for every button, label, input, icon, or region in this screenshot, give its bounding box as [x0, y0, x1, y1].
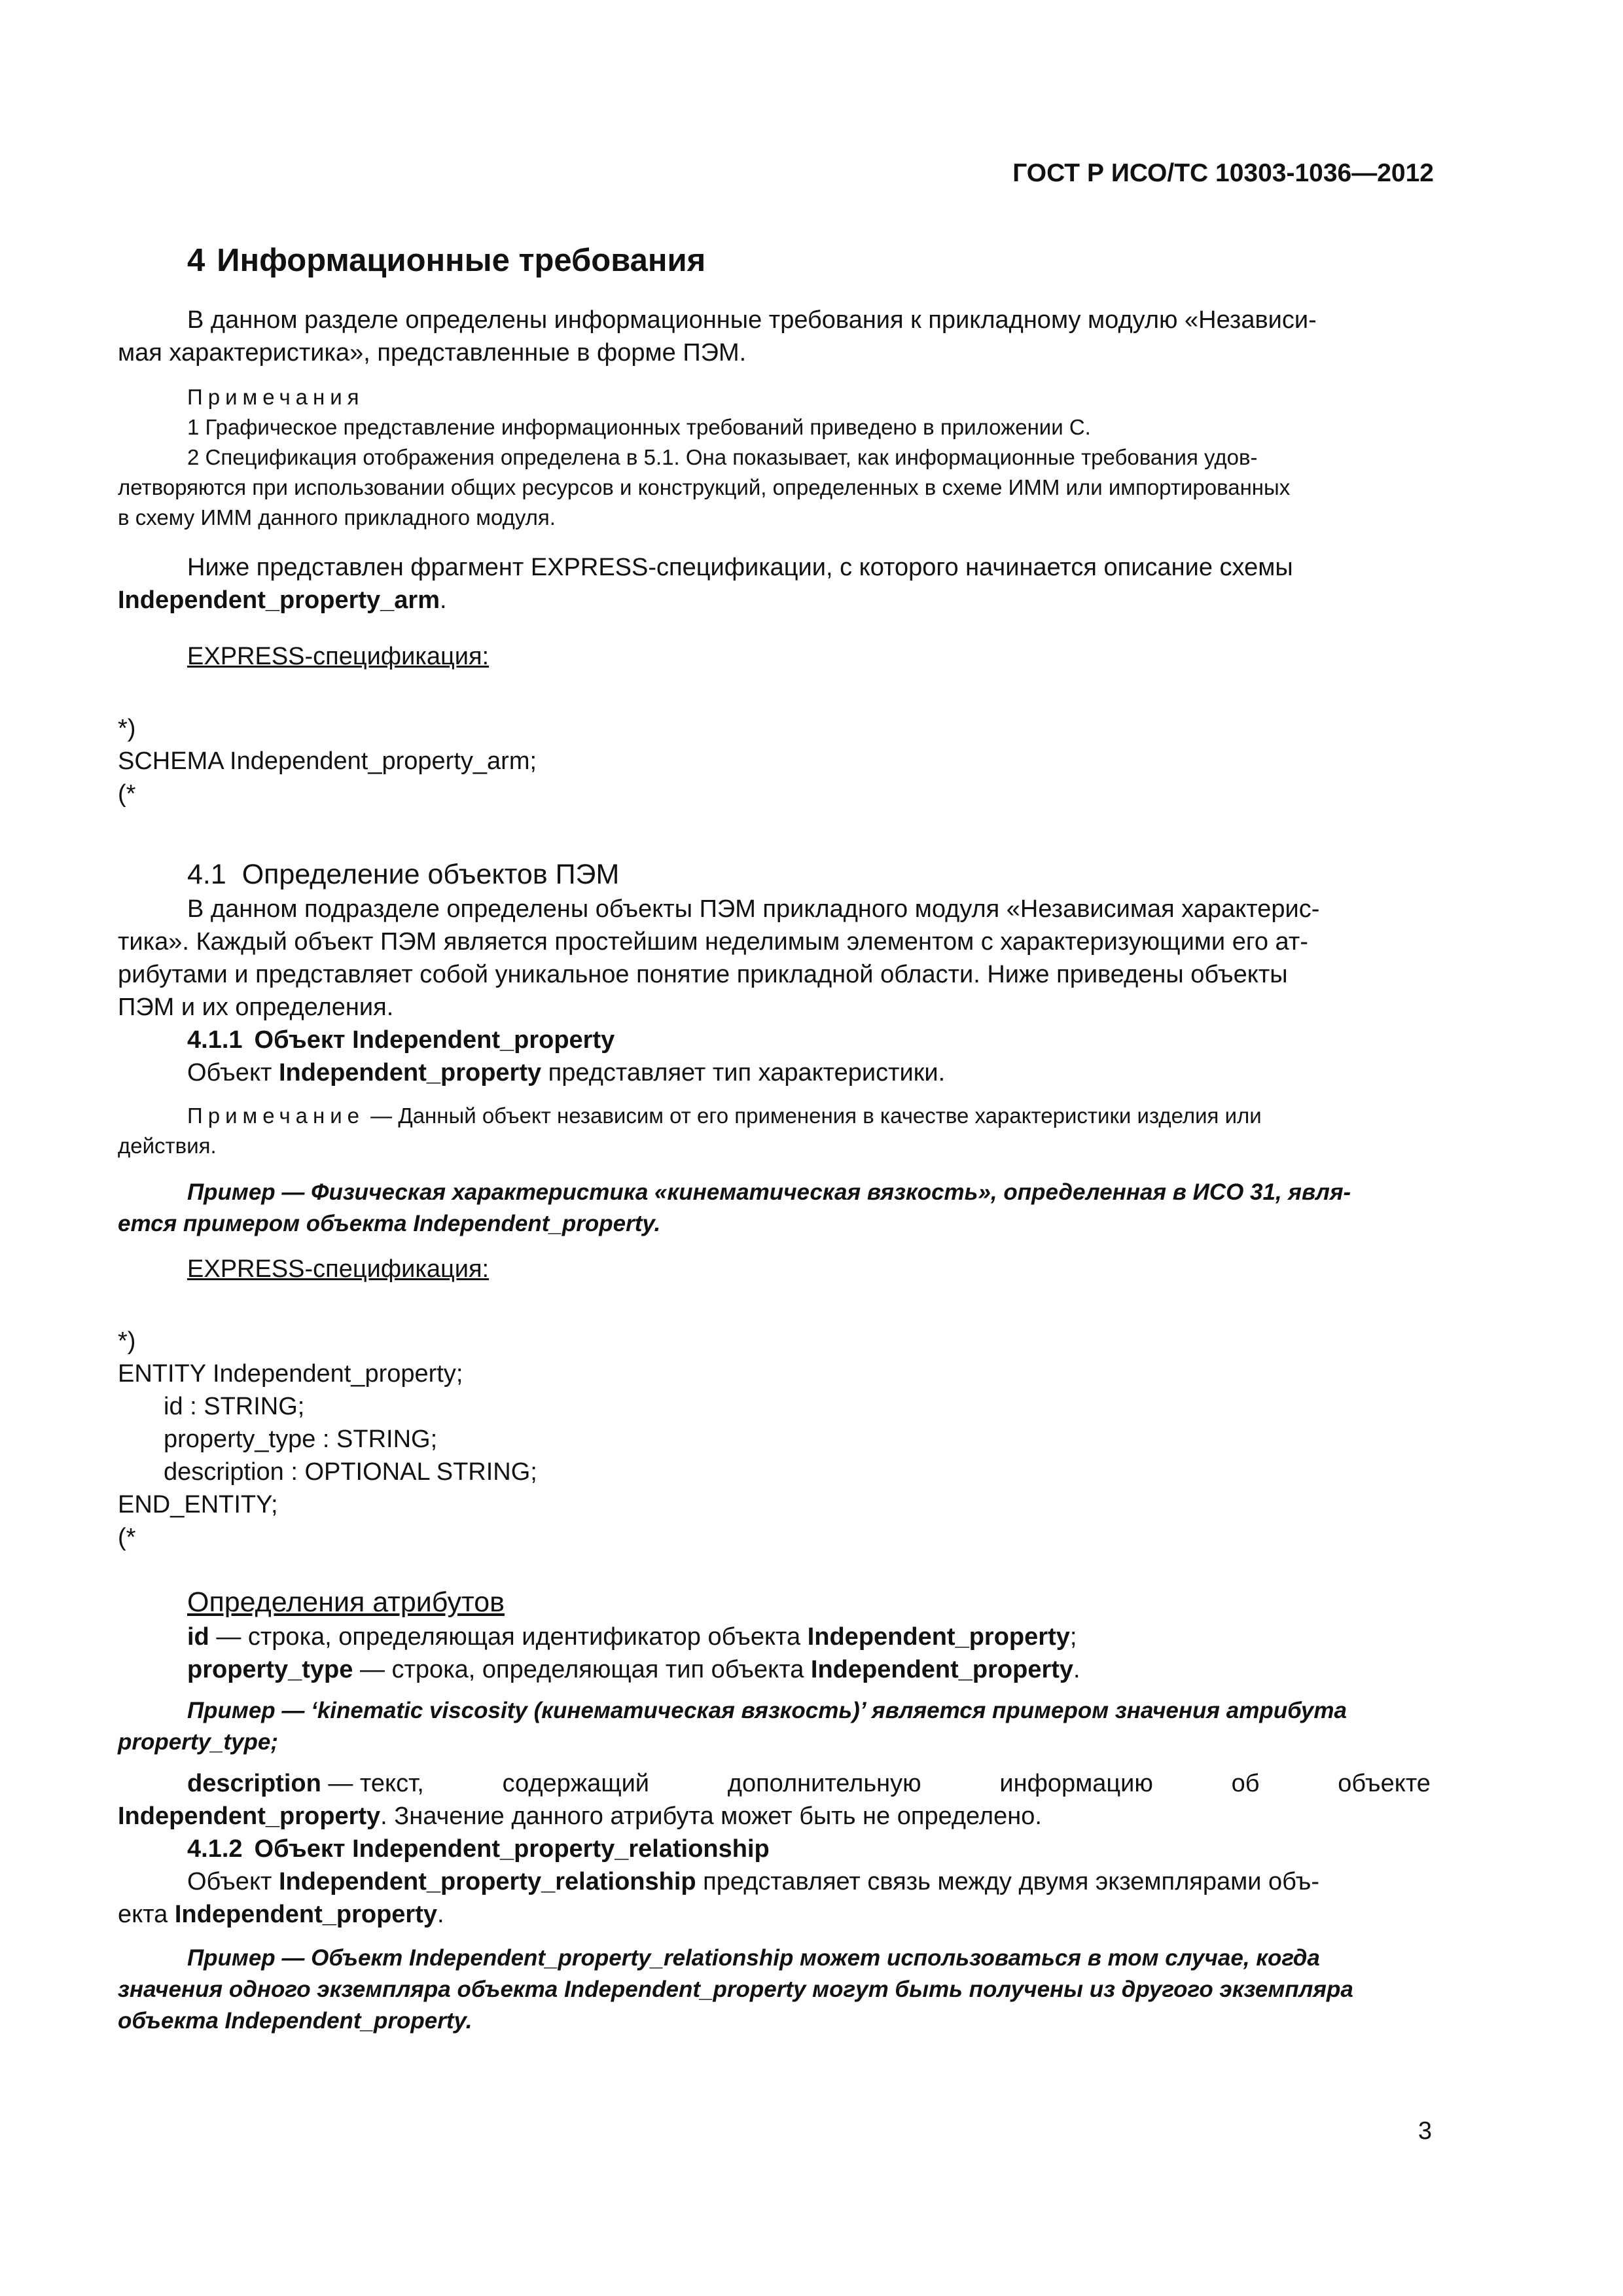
attribute-definitions-heading: Определения атрибутов	[187, 1587, 505, 1618]
section-number: 4.1	[187, 859, 226, 890]
section-4-1-para-line1: В данном подразделе определены объекты ПЭМ прикладного модуля «Независимая характерис-	[187, 895, 1320, 923]
section-4-intro-line2: мая характеристика», представленные в форме ПЭМ.	[118, 339, 747, 367]
schema-code-block: *) SCHEMA Independent_property_arm; (*	[118, 715, 537, 808]
express-spec-label-2: EXPRESS-спецификация:	[187, 1255, 490, 1283]
object-note: Примечание — Данный объект независим от его применения в качестве характеристики изделия или	[187, 1103, 1262, 1128]
section-number: 4	[187, 243, 205, 278]
page-content	[118, 241, 1431, 2037]
express-spec-label: EXPRESS-спецификация:	[187, 643, 490, 670]
note-2-line1: 2 Спецификация отображения определена в 5.1. Она показывает, как информационные требования удов-	[187, 445, 1258, 469]
fragment-schema-name: Independent_property_arm.	[118, 586, 447, 614]
example-physical-property: Пример — Физическая характеристика «кинематическая вязкость», определенная в ИСО 31, явля- ется примером объекта Independent_property.	[118, 1179, 1351, 1236]
page-number: 3	[1418, 2117, 1432, 2145]
section-4-1-heading	[118, 856, 1431, 893]
section-4-1-2-description-line2: екта Independent_property.	[118, 1901, 444, 1928]
notes-label: Примечания	[187, 385, 365, 409]
note-2-line3: в схему ИММ данного прикладного модуля.	[118, 505, 556, 529]
example-kinematic-viscosity: Пример — ‘kinematic viscosity (кинематическая вязкость)’ является примером значения атрибута property_type;	[118, 1698, 1347, 1755]
section-title: Определение объектов ПЭМ	[241, 859, 620, 890]
fragment-intro: Ниже представлен фрагмент EXPRESS-спецификации, с которого начинается описание схемы	[187, 554, 1293, 581]
entity-code-block: *) ENTITY Independent_property; id : STRING; property_type : STRING; description : OPTIONAL STRING; END_ENTITY; (*	[118, 1327, 537, 1551]
section-4-1-para-line4: ПЭМ и их определения.	[118, 994, 394, 1021]
example-relationship: Пример — Объект Independent_property_relationship может использоваться в том случае, когда значения одного экземпляра объекта Independent_property могут быть получены из другого экземпляра объекта Independent_property.	[118, 1945, 1353, 2034]
attribute-property-type-definition: property_type — строка, определяющая тип объекта Independent_property.	[187, 1656, 1080, 1683]
object-note-line2: действия.	[118, 1134, 217, 1158]
section-4-1-para-line3: рибутами и представляет собой уникальное понятие прикладной области. Ниже приведены объекты	[118, 961, 1288, 988]
document-code-header: ГОСТ Р ИСО/ТС 10303-1036—2012	[1012, 159, 1434, 187]
section-4-1-1-description: Объект Independent_property представляет тип характеристики.	[187, 1059, 946, 1086]
note-1: 1 Графическое представление информационных требований приведено в приложении С.	[187, 415, 1091, 439]
section-4-1-1-heading: 4.1.1 Объект Independent_property	[187, 1026, 615, 1054]
section-4-heading	[118, 241, 1431, 280]
attribute-description-line2: Independent_property. Значение данного атрибута может быть не определено.	[118, 1803, 1042, 1830]
attribute-id-definition: id — строка, определяющая идентификатор объекта Independent_property;	[187, 1623, 1077, 1651]
section-4-1-para-line2: тика». Каждый объект ПЭМ является простейшим неделимым элементом с характеризующими его ат-	[118, 928, 1308, 956]
section-4-1-2-heading: 4.1.2 Объект Independent_property_relationship	[187, 1835, 770, 1863]
section-title: Информационные требования	[217, 243, 706, 278]
section-4-1-2-description: Объект Independent_property_relationship представляет связь между двумя экземплярами объ-	[187, 1868, 1320, 1895]
section-4-intro-line1: В данном разделе определены информационные требования к прикладному модулю «Независи-	[187, 306, 1317, 334]
note-2-line2: летворяются при использовании общих ресурсов и конструкций, определенных в схеме ИММ или импортированных	[118, 475, 1291, 499]
attribute-description-definition: description — текст, содержащий дополнительную информацию об объекте	[187, 1770, 1431, 1797]
